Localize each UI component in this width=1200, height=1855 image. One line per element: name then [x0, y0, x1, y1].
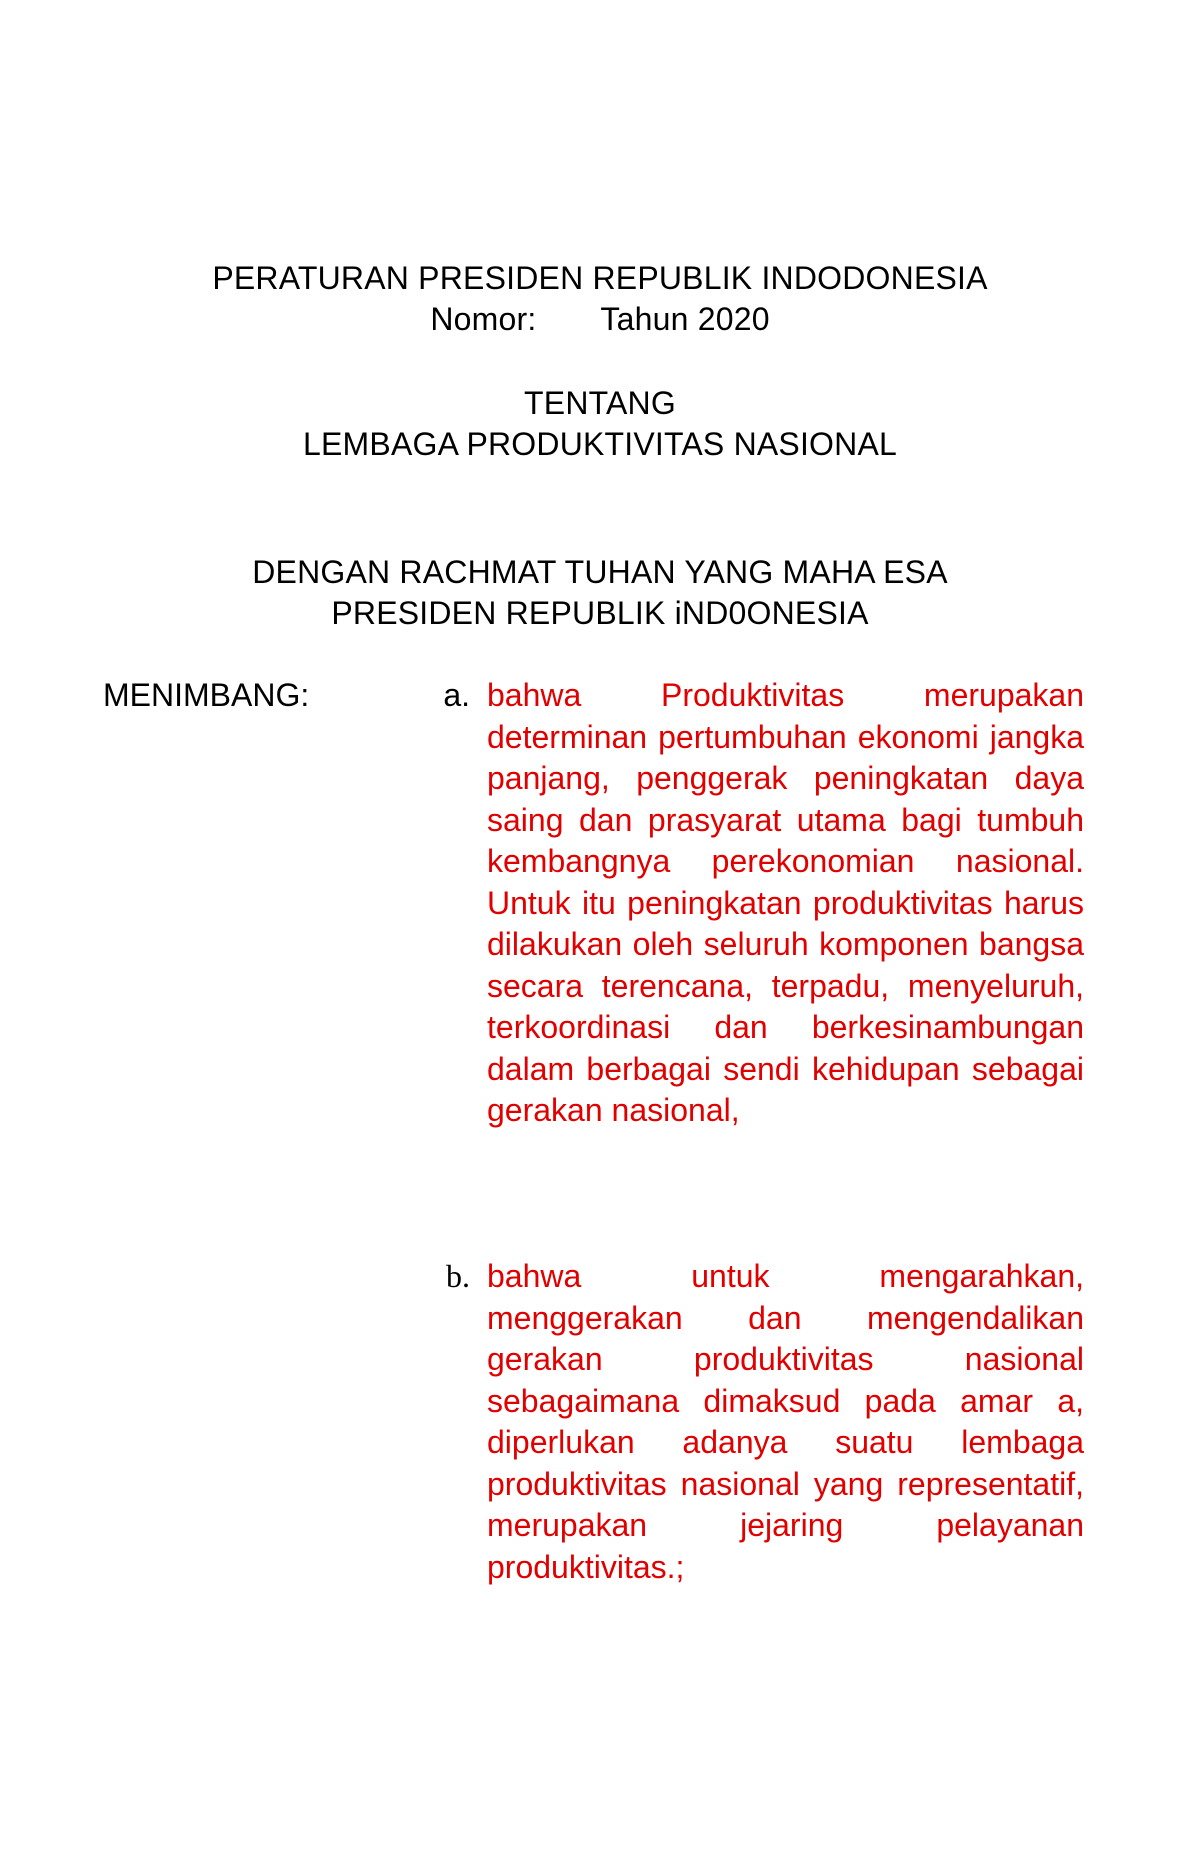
item-b-text: bahwa untuk mengarahkan, menggerakan dan mengendalikan gerakan produktivitas nasional sebagaimana dimaksud pada amar a, diperlukan adanya suatu lembaga produktivitas nasional yang representatif, merupakan jejaring pelayanan produktivitas.; [487, 1258, 1084, 1585]
nomor-label: Nomor: [430, 301, 537, 337]
item-b-marker: b. [446, 1258, 470, 1294]
regulation-title: PERATURAN PRESIDEN REPUBLIK INDODONESIA [212, 260, 988, 296]
preamble-line-1: DENGAN RACHMAT TUHAN YANG MAHA ESA [252, 554, 948, 590]
preamble-line-2: PRESIDEN REPUBLIK iND0ONESIA [331, 595, 869, 631]
item-a-marker: a. [443, 677, 470, 713]
regulation-number-line [0, 299, 1200, 340]
subject-name: LEMBAGA PRODUKTIVITAS NASIONAL [303, 426, 897, 462]
item-a-text: bahwa Produktivitas merupakan determinan pertumbuhan ekonomi jangka panjang, penggerak peningkatan daya saing dan prasyarat utama bagi tumbuh kembangnya perekonomian nasional. Untuk itu peningkatan produktivitas harus dilakukan oleh seluruh komponen bangsa secara terencana, terpadu, menyeluruh, terkoordinasi dan berkesinambungan dalam berbagai sendi kehidupan sebagai gerakan nasional, [487, 677, 1084, 1128]
menimbang-label: MENIMBANG: [103, 677, 310, 713]
tentang-heading: TENTANG [524, 385, 676, 421]
tahun-label: Tahun 2020 [600, 301, 770, 337]
